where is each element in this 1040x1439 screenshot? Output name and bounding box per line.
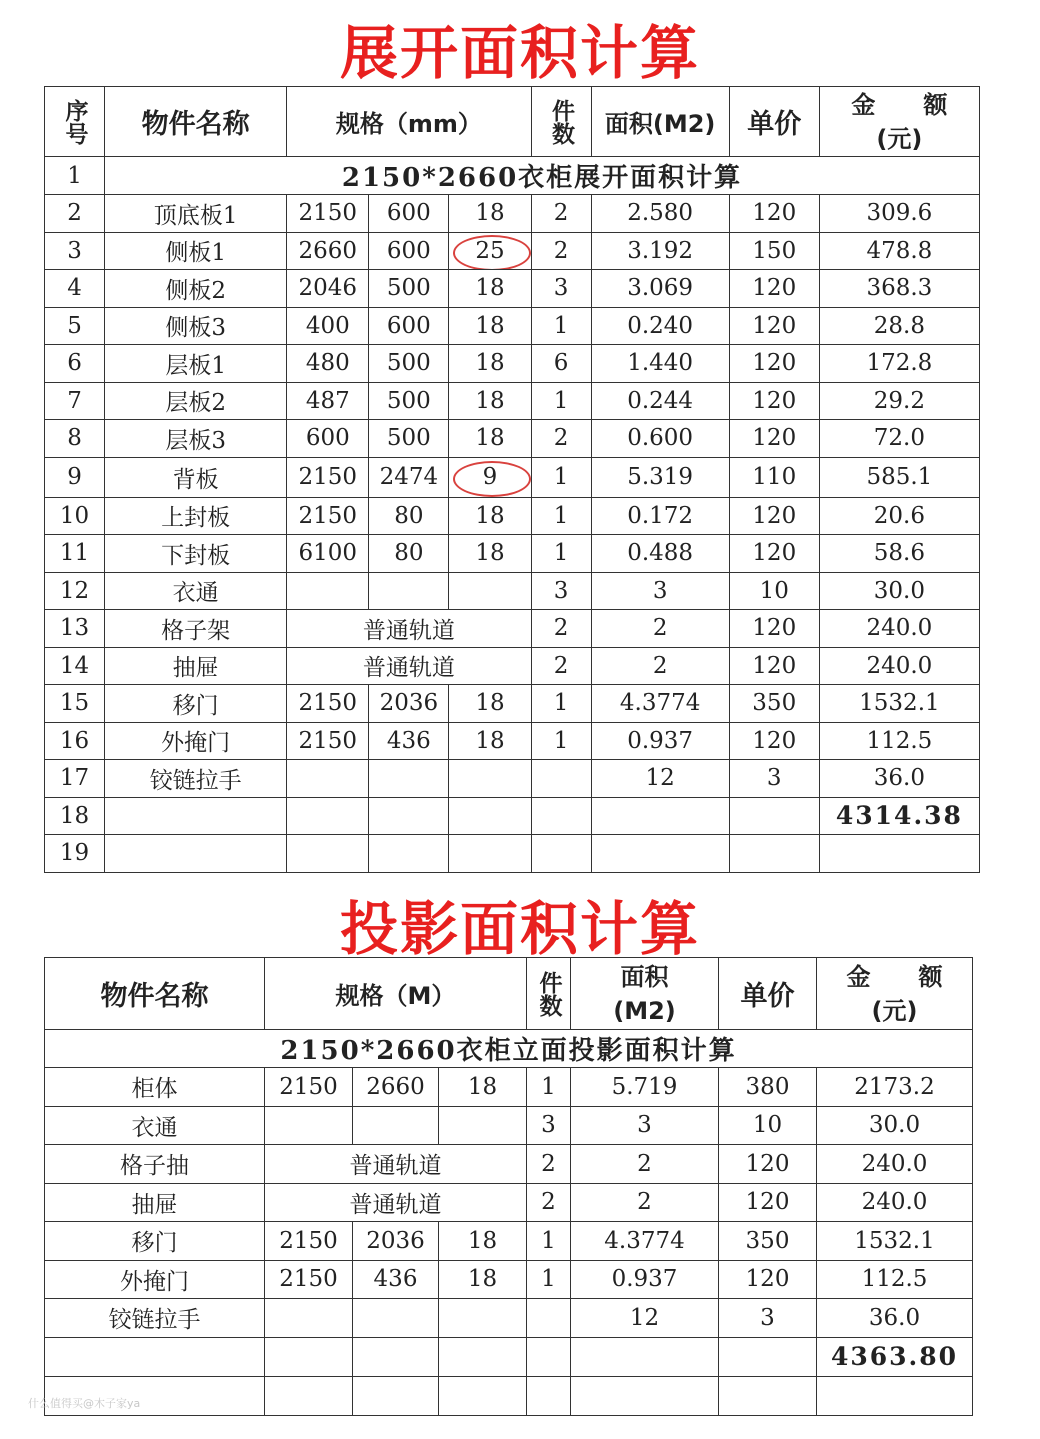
- header-amount-unit: (元): [871, 996, 918, 1025]
- header-amount-label: 金 额: [851, 90, 948, 119]
- row-thickness: 18: [449, 307, 531, 345]
- row-amount: 368.3: [819, 270, 979, 308]
- row-amount: 478.8: [819, 232, 979, 270]
- table-row: [45, 195, 980, 233]
- row-width: [353, 1376, 439, 1415]
- row-item-name: 背板: [105, 457, 287, 497]
- row-item-name: 衣通: [105, 572, 287, 610]
- row-width: 2036: [369, 685, 449, 723]
- row-qty: 1: [531, 307, 591, 345]
- table-row: [45, 382, 980, 420]
- row-amount: 30.0: [817, 1106, 973, 1145]
- row-unit-price: 120: [729, 722, 819, 760]
- row-unit-price: [729, 797, 819, 835]
- row-area: 2: [591, 610, 729, 648]
- row-thickness: 18: [449, 270, 531, 308]
- row-thickness: 18: [449, 497, 531, 535]
- row-area: [571, 1376, 719, 1415]
- table-row: [45, 610, 980, 648]
- row-amount: 28.8: [819, 307, 979, 345]
- row-amount: 20.6: [819, 497, 979, 535]
- table-row: [45, 1068, 973, 1107]
- row-amount: 30.0: [819, 572, 979, 610]
- header-spec: 规格（mm）: [287, 87, 531, 157]
- row-spec: 普通轨道: [287, 610, 531, 648]
- row-seq: 10: [45, 497, 105, 535]
- row-qty: [527, 1376, 571, 1415]
- table-row: [45, 685, 980, 723]
- row-length: [287, 835, 369, 873]
- row-thickness: 18: [439, 1068, 527, 1107]
- row-width: [369, 572, 449, 610]
- row-seq: 14: [45, 647, 105, 685]
- row-thickness: 18: [449, 382, 531, 420]
- row-item-name: 侧板1: [105, 232, 287, 270]
- row-thickness: 18: [439, 1222, 527, 1261]
- row-unit-price: 120: [729, 610, 819, 648]
- row-unit-price: 3: [729, 760, 819, 798]
- row-qty: 2: [531, 647, 591, 685]
- row-amount: 29.2: [819, 382, 979, 420]
- row-width: 500: [369, 270, 449, 308]
- row-unit-price: 10: [719, 1106, 817, 1145]
- row-area: 0.600: [591, 420, 729, 458]
- table-row: [45, 497, 980, 535]
- row-amount: 2173.2: [817, 1068, 973, 1107]
- row-amount: 240.0: [817, 1145, 973, 1184]
- table-banner-row: [45, 157, 980, 195]
- row-area: 0.240: [591, 307, 729, 345]
- table-row: [45, 1260, 973, 1299]
- row-thickness: [439, 1299, 527, 1338]
- row-qty: 2: [527, 1183, 571, 1222]
- row-item-name: 移门: [45, 1222, 265, 1261]
- row-width: 2474: [369, 457, 449, 497]
- row-qty: 1: [527, 1222, 571, 1261]
- table-header-row: [45, 87, 980, 157]
- row-thickness: [449, 835, 531, 873]
- row-spec: 普通轨道: [265, 1145, 527, 1184]
- row-thickness: 18: [449, 345, 531, 383]
- row-width: 600: [369, 195, 449, 233]
- table-row: [45, 1222, 973, 1261]
- row-thickness: 18: [449, 535, 531, 573]
- row-item-name: 格子抽: [45, 1145, 265, 1184]
- row-item-name: 层板2: [105, 382, 287, 420]
- row-qty: 1: [527, 1260, 571, 1299]
- row-item-name: 铰链拉手: [45, 1299, 265, 1338]
- row-item-name: 下封板: [105, 535, 287, 573]
- row-thickness: 18: [449, 195, 531, 233]
- row-length: 2150: [287, 457, 369, 497]
- header-seq: 序号: [45, 87, 105, 157]
- unfolded-area-table: [44, 86, 980, 873]
- row-length: [265, 1106, 353, 1145]
- row-qty: 1: [531, 685, 591, 723]
- row-length: 2046: [287, 270, 369, 308]
- row-length: 2660: [287, 232, 369, 270]
- row-area: 0.937: [591, 722, 729, 760]
- row-seq: 8: [45, 420, 105, 458]
- row-qty: 1: [531, 497, 591, 535]
- row-amount: [817, 1376, 973, 1415]
- row-unit-price: 120: [729, 270, 819, 308]
- row-qty: [531, 797, 591, 835]
- row-area: 5.319: [591, 457, 729, 497]
- table-row: [45, 457, 980, 497]
- row-unit-price: 120: [729, 420, 819, 458]
- row-length: [265, 1337, 353, 1376]
- row-area: 2: [571, 1145, 719, 1184]
- row-qty: 3: [527, 1106, 571, 1145]
- header-item-name: 物件名称: [105, 87, 287, 157]
- row-width: 600: [369, 307, 449, 345]
- row-unit-price: 350: [719, 1222, 817, 1261]
- row-item-name: 柜体: [45, 1068, 265, 1107]
- row-width: 500: [369, 382, 449, 420]
- row-amount: 36.0: [819, 760, 979, 798]
- row-amount: 72.0: [819, 420, 979, 458]
- row-thickness-highlighted: 25: [449, 232, 531, 270]
- table-row: [45, 835, 980, 873]
- row-length: 2150: [287, 497, 369, 535]
- table-row: [45, 572, 980, 610]
- table-row: [45, 1145, 973, 1184]
- row-seq: 18: [45, 797, 105, 835]
- row-area: 3: [591, 572, 729, 610]
- row-item-name: 移门: [105, 685, 287, 723]
- row-area: 2: [591, 647, 729, 685]
- row-width: [353, 1299, 439, 1338]
- row-seq: 16: [45, 722, 105, 760]
- row-area: 0.937: [571, 1260, 719, 1299]
- row-area: 3.069: [591, 270, 729, 308]
- row-width: [369, 835, 449, 873]
- row-amount: 172.8: [819, 345, 979, 383]
- row-qty: 1: [531, 722, 591, 760]
- row-item-name: 层板1: [105, 345, 287, 383]
- table-row: [45, 345, 980, 383]
- row-length: 487: [287, 382, 369, 420]
- row-qty: 6: [531, 345, 591, 383]
- row-unit-price: 120: [729, 345, 819, 383]
- row-length: 2150: [265, 1260, 353, 1299]
- row-thickness-highlighted: 9: [449, 457, 531, 497]
- row-item-name: 抽屉: [105, 647, 287, 685]
- row-seq: 7: [45, 382, 105, 420]
- table-banner: 2150*2660衣柜展开面积计算: [105, 157, 980, 195]
- row-item-name: 铰链拉手: [105, 760, 287, 798]
- row-unit-price: 110: [729, 457, 819, 497]
- table-row: [45, 232, 980, 270]
- row-seq: 19: [45, 835, 105, 873]
- row-item-name: 上封板: [105, 497, 287, 535]
- row-amount: 585.1: [819, 457, 979, 497]
- table-row: [45, 270, 980, 308]
- row-unit-price: 120: [719, 1260, 817, 1299]
- row-qty: 1: [527, 1068, 571, 1107]
- row-qty: [527, 1299, 571, 1338]
- row-area: 1.440: [591, 345, 729, 383]
- row-width: 500: [369, 345, 449, 383]
- row-length: 400: [287, 307, 369, 345]
- row-length: [265, 1376, 353, 1415]
- header-unit-price: 单价: [719, 958, 817, 1030]
- row-amount: 58.6: [819, 535, 979, 573]
- row-item-name: 外掩门: [105, 722, 287, 760]
- row-qty: 3: [531, 572, 591, 610]
- row-qty: [527, 1337, 571, 1376]
- header-item-name: 物件名称: [45, 958, 265, 1030]
- row-qty: [531, 760, 591, 798]
- row-amount: 240.0: [817, 1183, 973, 1222]
- row-width: 80: [369, 535, 449, 573]
- row-qty: 3: [531, 270, 591, 308]
- row-seq: 11: [45, 535, 105, 573]
- row-seq: 9: [45, 457, 105, 497]
- row-width: 436: [369, 722, 449, 760]
- row-unit-price: 120: [729, 497, 819, 535]
- row-qty: 1: [531, 457, 591, 497]
- row-area: 5.719: [571, 1068, 719, 1107]
- row-area: [571, 1337, 719, 1376]
- row-qty: 2: [531, 420, 591, 458]
- row-width: 436: [353, 1260, 439, 1299]
- row-length: [287, 760, 369, 798]
- table-row: [45, 1183, 973, 1222]
- row-thickness: [449, 797, 531, 835]
- row-amount: 112.5: [817, 1260, 973, 1299]
- row-width: 80: [369, 497, 449, 535]
- table-header-row: [45, 958, 973, 1030]
- row-width: [353, 1337, 439, 1376]
- row-unit-price: 120: [729, 382, 819, 420]
- row-thickness: [439, 1106, 527, 1145]
- row-width: [353, 1106, 439, 1145]
- projected-area-table: [44, 957, 973, 1416]
- row-unit-price: 350: [729, 685, 819, 723]
- header-amount-label: 金 额: [846, 962, 943, 991]
- row-area: 3.192: [591, 232, 729, 270]
- row-area: 0.172: [591, 497, 729, 535]
- page-title-unfolded-area: 展开面积计算: [339, 19, 700, 87]
- row-total-amount: 4314.38: [819, 797, 979, 835]
- row-unit-price: [729, 835, 819, 873]
- header-area-label: 面积: [620, 962, 669, 991]
- row-seq: 15: [45, 685, 105, 723]
- row-width: [369, 760, 449, 798]
- row-item-name: 格子架: [105, 610, 287, 648]
- row-area: 12: [591, 760, 729, 798]
- row-length: 2150: [287, 195, 369, 233]
- row-unit-price: 120: [729, 647, 819, 685]
- row-item-name: 层板3: [105, 420, 287, 458]
- table-row: [45, 1106, 973, 1145]
- row-qty: 2: [531, 610, 591, 648]
- row-amount: [819, 835, 979, 873]
- table-row: [45, 647, 980, 685]
- header-unit-price: 单价: [729, 87, 819, 157]
- row-qty: [531, 835, 591, 873]
- row-width: 2036: [353, 1222, 439, 1261]
- page-title-projected-area: 投影面积计算: [339, 895, 700, 963]
- row-area: 2.580: [591, 195, 729, 233]
- header-area-unit: (M2): [613, 996, 676, 1025]
- row-area: [591, 797, 729, 835]
- header-amount-unit: (元): [876, 124, 923, 153]
- row-unit-price: 380: [719, 1068, 817, 1107]
- row-seq: 12: [45, 572, 105, 610]
- row-length: 2150: [265, 1222, 353, 1261]
- row-amount: 240.0: [819, 647, 979, 685]
- row-area: 4.3774: [591, 685, 729, 723]
- header-qty: 件数: [531, 87, 591, 157]
- row-area: [591, 835, 729, 873]
- table-banner: 2150*2660衣柜立面投影面积计算: [45, 1030, 973, 1068]
- row-amount: 112.5: [819, 722, 979, 760]
- table-row: [45, 1299, 973, 1338]
- row-qty: 2: [531, 195, 591, 233]
- row-item-name: 抽屉: [45, 1183, 265, 1222]
- row-item-name: 外掩门: [45, 1260, 265, 1299]
- row-item-name: 顶底板1: [105, 195, 287, 233]
- row-item-name: [105, 797, 287, 835]
- row-length: 2150: [287, 722, 369, 760]
- row-thickness: 18: [449, 420, 531, 458]
- row-width: 500: [369, 420, 449, 458]
- header-area: [571, 958, 719, 1030]
- banner-seq: 1: [45, 157, 105, 195]
- row-length: 6100: [287, 535, 369, 573]
- row-spec: 普通轨道: [265, 1183, 527, 1222]
- row-item-name: 侧板2: [105, 270, 287, 308]
- table-row: [45, 420, 980, 458]
- row-unit-price: 10: [729, 572, 819, 610]
- header-spec: 规格（M）: [265, 958, 527, 1030]
- row-area: 0.244: [591, 382, 729, 420]
- row-qty: 2: [531, 232, 591, 270]
- row-unit-price: 120: [719, 1183, 817, 1222]
- row-thickness: [449, 572, 531, 610]
- row-unit-price: 3: [719, 1299, 817, 1338]
- row-seq: 17: [45, 760, 105, 798]
- row-item-name: 衣通: [45, 1106, 265, 1145]
- row-unit-price: 120: [719, 1145, 817, 1184]
- header-qty: 件数: [527, 958, 571, 1030]
- header-amount: [819, 87, 979, 157]
- row-amount: 1532.1: [817, 1222, 973, 1261]
- table-row: [45, 722, 980, 760]
- row-thickness: [439, 1337, 527, 1376]
- row-unit-price: 120: [729, 307, 819, 345]
- row-length: 2150: [265, 1068, 353, 1107]
- header-amount: [817, 958, 973, 1030]
- row-thickness: [449, 760, 531, 798]
- row-area: 0.488: [591, 535, 729, 573]
- row-area: 4.3774: [571, 1222, 719, 1261]
- row-thickness: 18: [449, 685, 531, 723]
- row-seq: 13: [45, 610, 105, 648]
- row-seq: 5: [45, 307, 105, 345]
- row-amount: 309.6: [819, 195, 979, 233]
- row-area: 12: [571, 1299, 719, 1338]
- table-row: [45, 535, 980, 573]
- row-thickness: 18: [439, 1260, 527, 1299]
- row-seq: 3: [45, 232, 105, 270]
- table-row: [45, 760, 980, 798]
- table-row: [45, 1337, 973, 1376]
- row-length: 2150: [287, 685, 369, 723]
- table-banner-row: [45, 1030, 973, 1068]
- row-thickness: 18: [449, 722, 531, 760]
- table-row: [45, 307, 980, 345]
- row-unit-price: [719, 1337, 817, 1376]
- row-width: [369, 797, 449, 835]
- row-unit-price: 120: [729, 195, 819, 233]
- row-unit-price: [719, 1376, 817, 1415]
- row-amount: 240.0: [819, 610, 979, 648]
- watermark: 什么值得买@木子家ya: [28, 1397, 141, 1410]
- row-item-name: [45, 1337, 265, 1376]
- row-length: [265, 1299, 353, 1338]
- row-qty: 1: [531, 382, 591, 420]
- row-length: 600: [287, 420, 369, 458]
- row-thickness: [439, 1376, 527, 1415]
- row-area: 2: [571, 1183, 719, 1222]
- row-total-amount: 4363.80: [817, 1337, 973, 1376]
- row-seq: 4: [45, 270, 105, 308]
- row-width: 600: [369, 232, 449, 270]
- row-item-name: 侧板3: [105, 307, 287, 345]
- row-length: [287, 797, 369, 835]
- row-unit-price: 120: [729, 535, 819, 573]
- row-width: 2660: [353, 1068, 439, 1107]
- row-seq: 6: [45, 345, 105, 383]
- row-item-name: [105, 835, 287, 873]
- row-spec: 普通轨道: [287, 647, 531, 685]
- table-row: [45, 797, 980, 835]
- row-amount: 36.0: [817, 1299, 973, 1338]
- row-qty: 1: [531, 535, 591, 573]
- row-qty: 2: [527, 1145, 571, 1184]
- row-amount: 1532.1: [819, 685, 979, 723]
- table-row: [45, 1376, 973, 1415]
- row-area: 3: [571, 1106, 719, 1145]
- row-length: 480: [287, 345, 369, 383]
- row-length: [287, 572, 369, 610]
- header-area: 面积(M2): [591, 87, 729, 157]
- row-unit-price: 150: [729, 232, 819, 270]
- row-seq: 2: [45, 195, 105, 233]
